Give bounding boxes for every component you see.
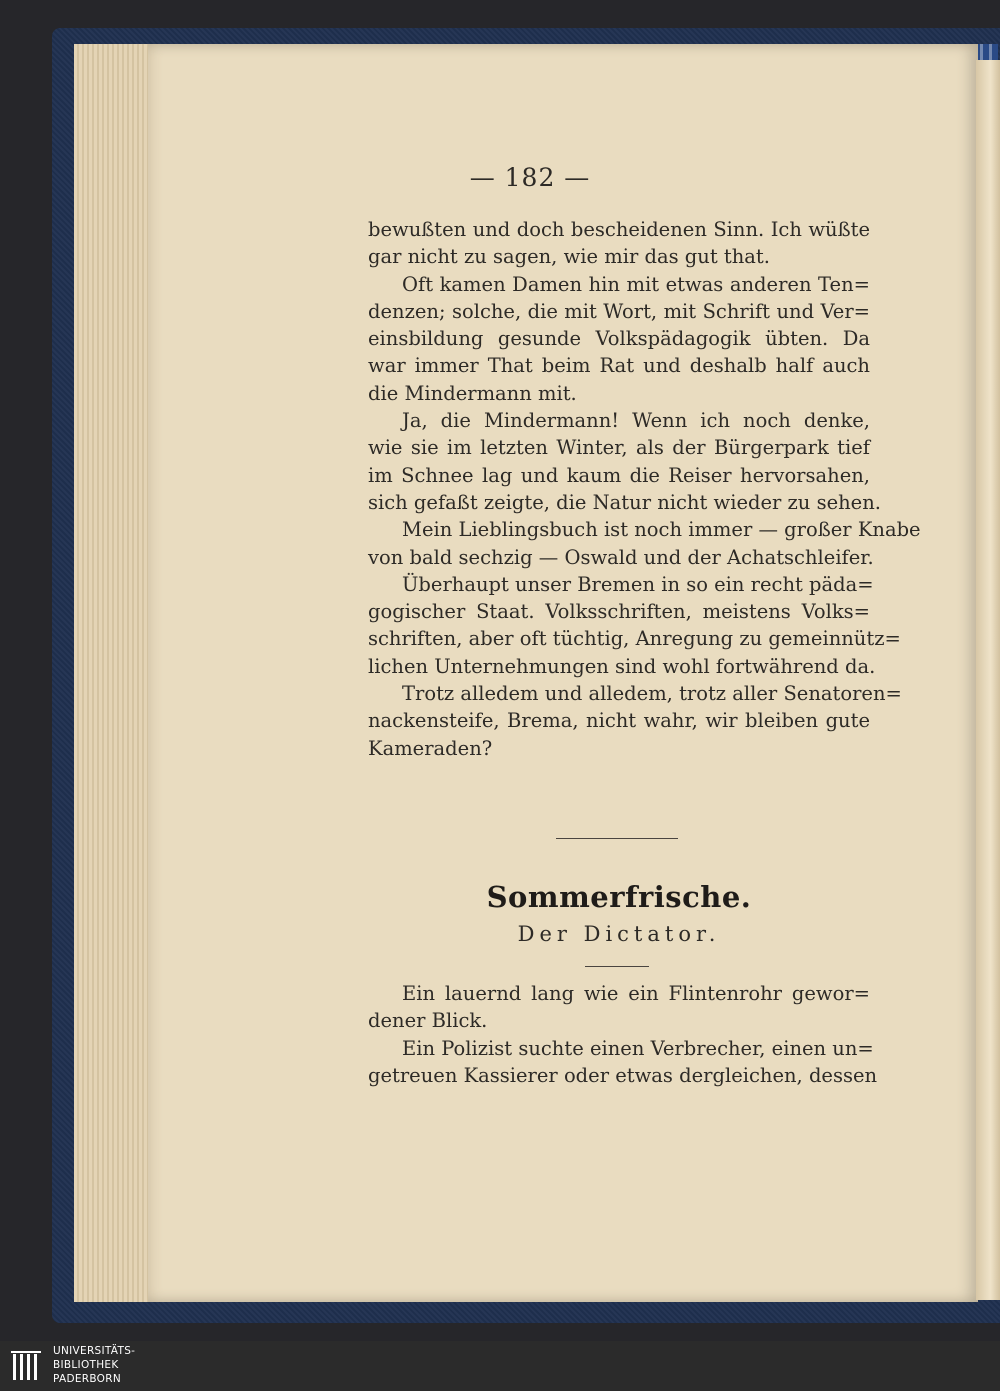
text-line: gar nicht zu sagen, wie mir das gut that. (368, 245, 770, 269)
text-line: bewußten und doch bescheidenen Sinn. Ich wüßte (368, 218, 870, 241)
text-line: war immer That beim Rat und deshalb half auch (368, 354, 870, 378)
text-line: Mein Lieblingsbuch ist noch immer — großer Knabe (402, 518, 921, 542)
text-line: Trotz alledem und alledem, trotz aller Senatoren= (402, 682, 902, 706)
text-line: gogischer Staat. Volksschriften, meistens Volks= (368, 600, 870, 624)
text-line: sich gefaßt zeigte, die Natur nicht wieder zu sehen. (368, 490, 881, 514)
body-text-bottom (368, 980, 878, 1089)
library-name-line: PADERBORN (53, 1373, 121, 1385)
section-subheading: Der Dictator. (517, 922, 721, 946)
library-name-line: UNIVERSITÄTS- (53, 1345, 136, 1357)
text-line: lichen Unternehmungen sind wohl fortwährend da. (368, 654, 876, 678)
section-divider (556, 838, 678, 839)
subheading-divider (585, 966, 649, 967)
text-line: denzen; solche, die mit Wort, mit Schrift und Ver= (368, 299, 870, 323)
text-line: getreuen Kassierer oder etwas dergleichen, dessen (368, 1063, 878, 1087)
library-footer (0, 1341, 1000, 1391)
library-name (53, 1344, 135, 1386)
text-line: wie sie im letzten Winter, als der Bürgerpark tief (368, 436, 870, 460)
text-line: Überhaupt unser Bremen in so ein recht päda= (402, 572, 874, 596)
text-line: schriften, aber oft tüchtig, Anregung zu gemeinnütz= (368, 627, 901, 651)
text-line: Kameraden? (368, 736, 493, 760)
text-line: Oft kamen Damen hin mit etwas anderen Ten= (402, 272, 870, 296)
university-library-logo-icon (10, 1349, 44, 1383)
page-number: — 182 — (469, 163, 591, 192)
section-heading: Sommerfrische. (486, 880, 752, 914)
body-text-top (368, 216, 921, 762)
text-line: nackensteife, Brema, nicht wahr, wir bleiben gute (368, 709, 870, 733)
library-name-line: BIBLIOTHEK (53, 1359, 119, 1371)
text-line: im Schnee lag und kaum die Reiser hervorsahen, (368, 463, 870, 487)
text-line: einsbildung gesunde Volkspädagogik übten. Da (368, 327, 870, 351)
text-line: die Mindermann mit. (368, 381, 577, 405)
text-line: Ein lauernd lang wie ein Flintenrohr gewor= (402, 982, 870, 1005)
text-line: von bald sechzig — Oswald und der Achatschleifer. (368, 545, 874, 569)
text-line: Ja, die Mindermann! Wenn ich noch denke, (402, 409, 870, 433)
text-line: dener Blick. (368, 1009, 488, 1033)
page-right-edge (976, 60, 1000, 1300)
text-line: Ein Polizist suchte einen Verbrecher, einen un= (402, 1036, 874, 1060)
